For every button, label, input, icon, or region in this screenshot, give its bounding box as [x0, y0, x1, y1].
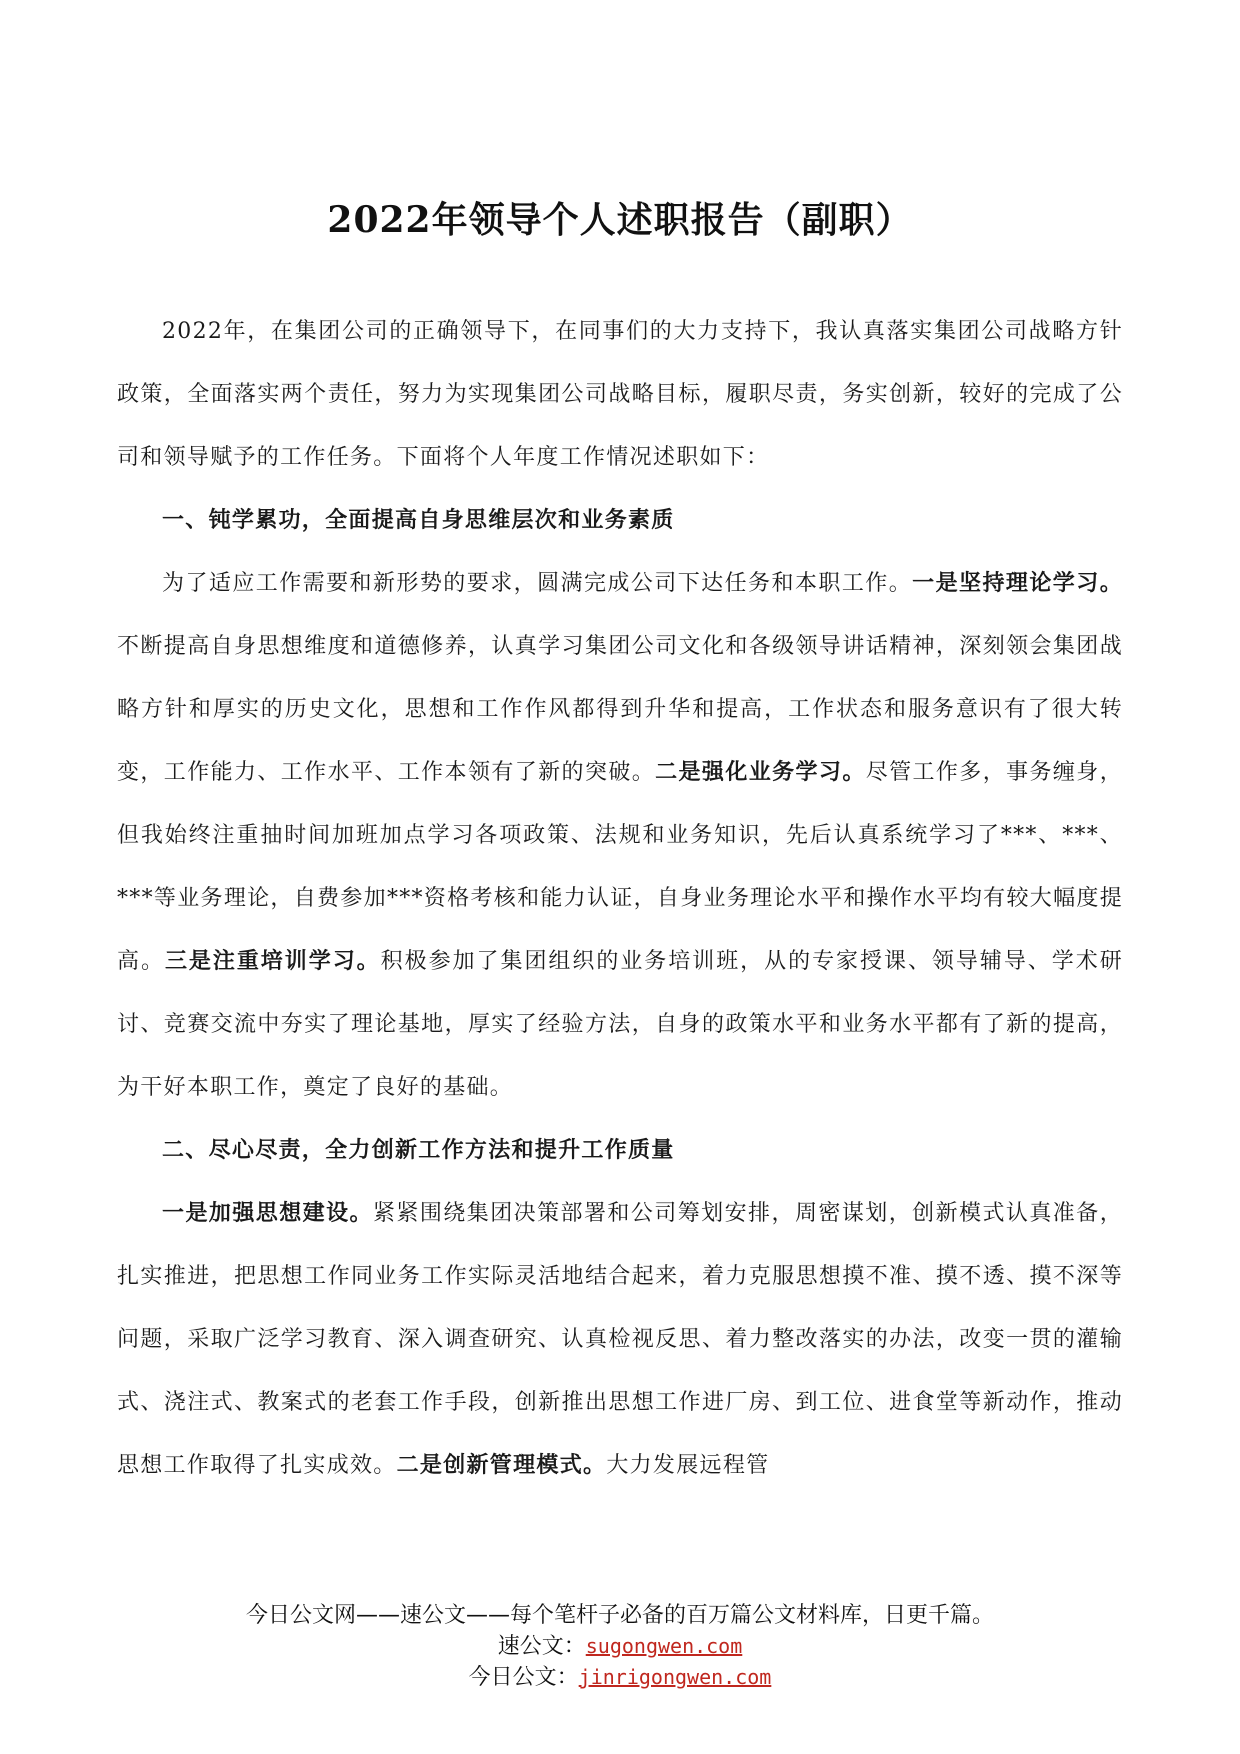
section-1-text-a: 为了适应工作需要和新形势的要求，圆满完成公司下达任务和本职工作。: [162, 571, 913, 596]
section-2-paragraph: [117, 1182, 1123, 1497]
footer-site-2-link[interactable]: jinrigongwen.com: [578, 1665, 772, 1689]
footer-site-1: [0, 1631, 1240, 1662]
section-1-point-3: 三是注重培训学习。: [164, 948, 381, 974]
footer-site-2: [0, 1662, 1240, 1693]
footer-promo: [0, 1600, 1240, 1693]
section-2-text-c: 大力发展远程管: [606, 1453, 770, 1478]
intro-paragraph: 2022年，在集团公司的正确领导下，在同事们的大力支持下，我认真落实集团公司战略方针政策，全面落实两个责任，努力为实现集团公司战略目标，履职尽责，务实创新，较好的完成了公司和领导赋予的工作任务。下面将个人年度工作情况述职如下：: [117, 319, 1123, 470]
section-1-heading: 一、钝学累功，全面提高自身思维层次和业务素质: [162, 507, 675, 533]
footer-slogan: 今日公文网——速公文——每个笔杆子必备的百万篇公文材料库，日更千篇。: [245, 1603, 994, 1628]
footer-site-2-label: 今日公文：: [468, 1665, 579, 1690]
document-title: 2022年领导个人述职报告（副职）: [327, 199, 913, 241]
document-body: [117, 300, 1123, 1497]
section-1-point-1: 一是坚持理论学习。: [912, 570, 1123, 596]
section-1-text-c: 不断提高自身思想维度和道德修养，认真学习集团公司文化和各级领导讲话精神，深刻领会集团战略方针和厚实的历史文化，思想和工作作风都得到升华和提高，工作状态和服务意识有了很大转变，工作能力、工作水平、工作本领有了新的突破。: [117, 634, 1123, 785]
footer-site-1-label: 速公文：: [497, 1634, 586, 1659]
footer-site-1-link[interactable]: sugongwen.com: [585, 1634, 743, 1658]
section-1-paragraph: [117, 552, 1123, 1119]
section-2-text-a: 紧紧围绕集团决策部署和公司筹划安排，周密谋划，创新模式认真准备，扎实推进，把思想工作同业务工作实际灵活地结合起来，着力克服思想摸不准、摸不透、摸不深等问题，采取广泛学习教育、深入调查研究、认真检视反思、着力整改落实的办法，改变一贯的灌输式、浇注式、教案式的老套工作手段，创新推出思想工作进厂房、到工位、进食堂等新动作，推动思想工作取得了扎实成效。: [117, 1201, 1123, 1478]
section-1-text-e: 积极参加了集团组织的业务培训班，从的专家授课、领导辅导、学术研讨、竞赛交流中夯实了理论基地，厚实了经验方法，自身的政策水平和业务水平都有了新的提高，为干好本职工作，奠定了良好的基础。: [117, 949, 1123, 1100]
section-2-heading: 二、尽心尽责，全力创新工作方法和提升工作质量: [162, 1137, 675, 1163]
section-2-point-1: 一是加强思想建设。: [162, 1200, 373, 1226]
section-1-point-2: 二是强化业务学习。: [655, 759, 866, 785]
section-1-text-d: 尽管工作多，事务缠身，但我始终注重抽时间加班加点学习各项政策、法规和业务知识，先后认真系统学习了***、***、***等业务理论，自费参加***资格考核和能力认证，自身业务理论水平和操作水平均有较大幅度提高。: [117, 760, 1123, 974]
section-2-point-2: 二是创新管理模式。: [396, 1452, 607, 1478]
